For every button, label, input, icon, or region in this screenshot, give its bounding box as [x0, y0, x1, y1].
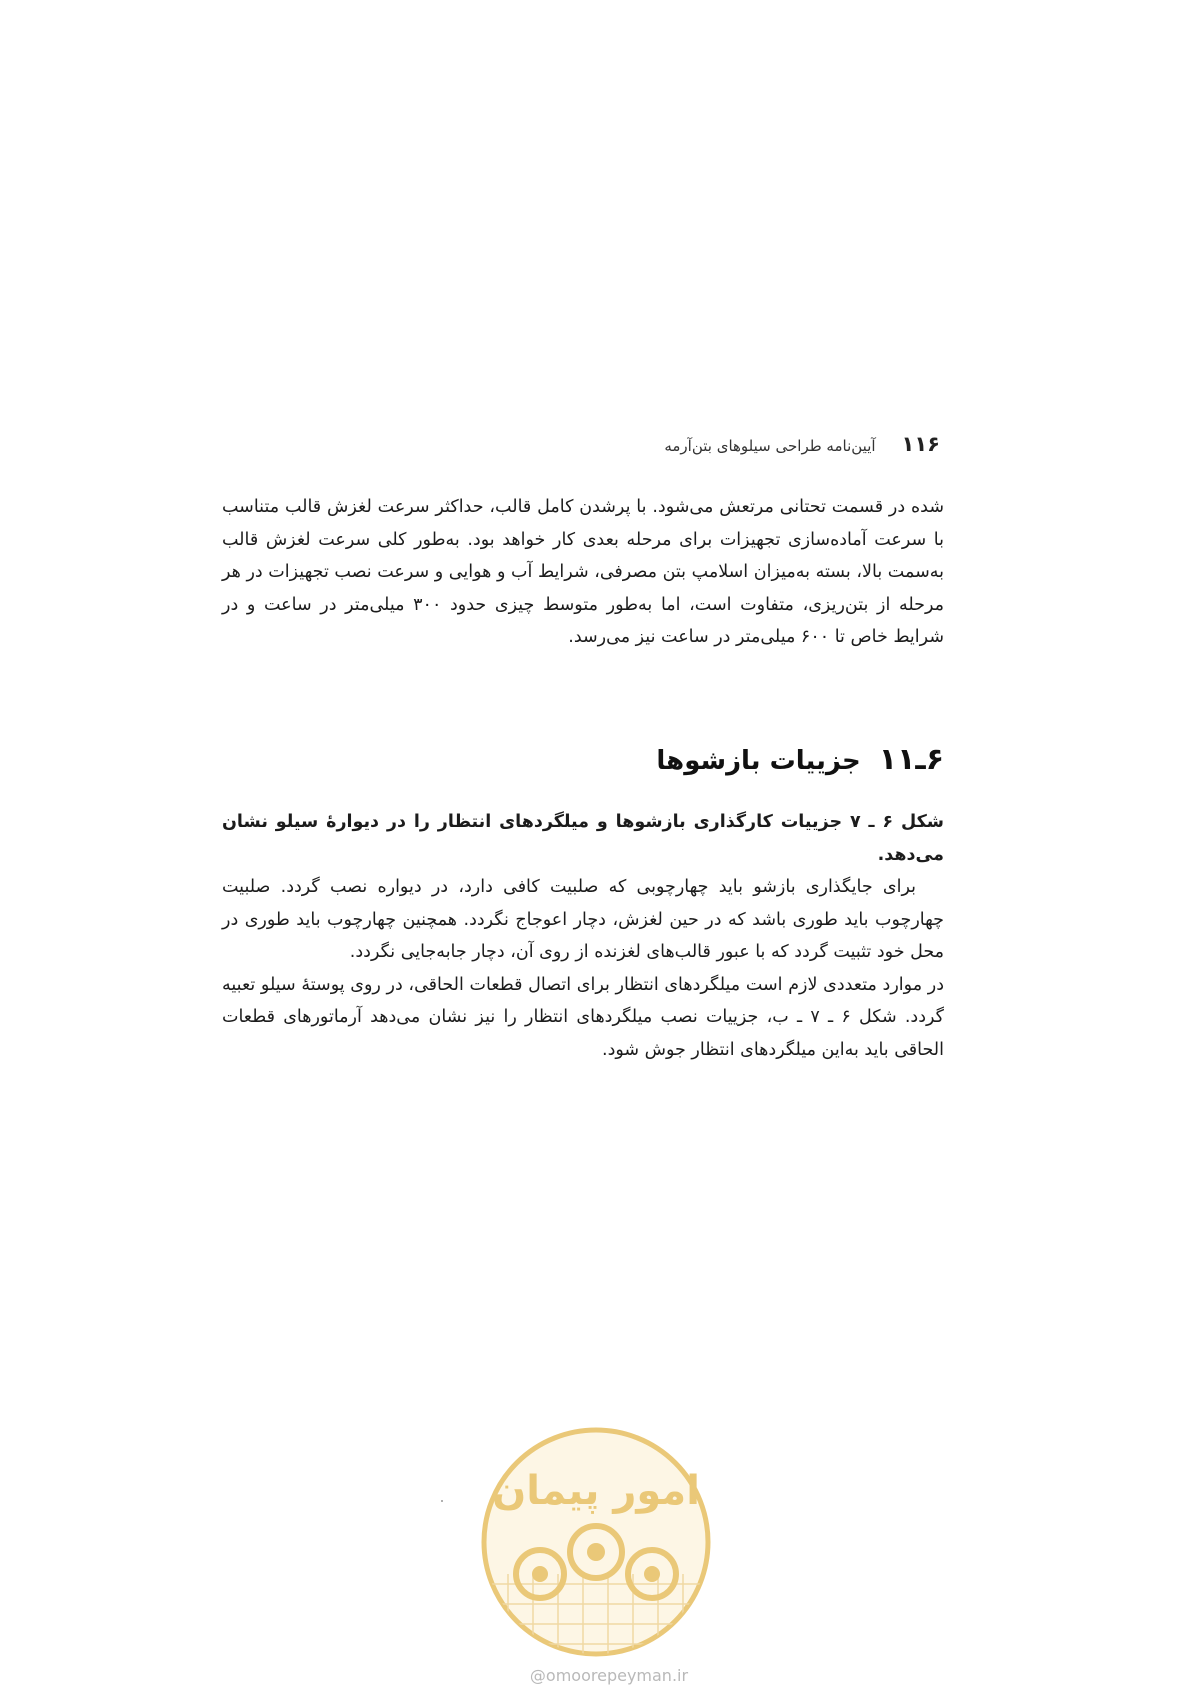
section-title: جزییات بازشوها — [656, 746, 861, 776]
watermark-site-text: omoorepeyman.ir — [545, 1666, 689, 1685]
section-paragraph-2: برای جایگذاری بازشو باید چهارچوبی که صلبیت کافی دارد، در دیواره نصب گردد. صلبیت چهارچوب باید طوری باشد که در حین لغزش، دچار اعوجاج نگردد. همچنین چهارچوب باید طوری در محل خود تثبیت گردد که با عبور قالب‌های لغزنده از روی آن، دچار جابه‌جایی نگردد. — [222, 877, 944, 962]
watermark-site — [494, 1668, 724, 1684]
running-header — [640, 432, 940, 456]
scan-speck — [441, 1500, 443, 1502]
at-icon: @ — [529, 1666, 546, 1685]
section-number: ۶ـ۱۱ — [878, 742, 944, 777]
watermark-logo-text: امور پیمان — [492, 1468, 700, 1514]
section-paragraph-1: شکل ۶ ـ ۷ جزییات کارگذاری بازشوها و میلگردهای انتظار را در دیوارهٔ سیلو نشان می‌دهد. — [222, 812, 944, 865]
page-number: ۱۱۶ — [901, 432, 940, 456]
section-heading — [500, 742, 944, 777]
intro-paragraph: شده در قسمت تحتانی مرتعش می‌شود. با پرشدن کامل قالب، حداکثر سرعت لغزش قالب متناسب با سرعت آماده‌سازی تجهیزات برای مرحله بعدی کار خواهد بود. به‌طور کلی سرعت لغزش قالب به‌سمت بالا، بسته به‌میزان اسلامپ بتن مصرفی، شرایط آب و هوایی و سرعت نصب تجهیزات در هر مرحله از بتن‌ریزی، متفاوت است، اما به‌طور متوسط چیزی حدود ۳۰۰ میلی‌متر در ساعت و در شرایط خاص تا ۶۰۰ میلی‌متر در ساعت نیز می‌رسد. — [222, 497, 945, 647]
running-title: آیین‌نامه طراحی سیلوهای بتن‌آرمه — [664, 437, 876, 455]
section-text-block — [222, 806, 944, 1066]
intro-text-block — [222, 491, 944, 654]
section-paragraph-3: در موارد متعددی لازم است میلگردهای انتظار برای اتصال قطعات الحاقی، در روی پوستهٔ سیلو تعبیه گردد. شکل ۶ ـ ۷ ـ ب، جزییات نصب میلگردهای انتظار را نیز نشان می‌دهد آرماتورهای قطعات الحاقی باید به‌این میلگردهای انتظار جوش شود. — [222, 974, 944, 1060]
watermark-logo — [478, 1424, 714, 1660]
